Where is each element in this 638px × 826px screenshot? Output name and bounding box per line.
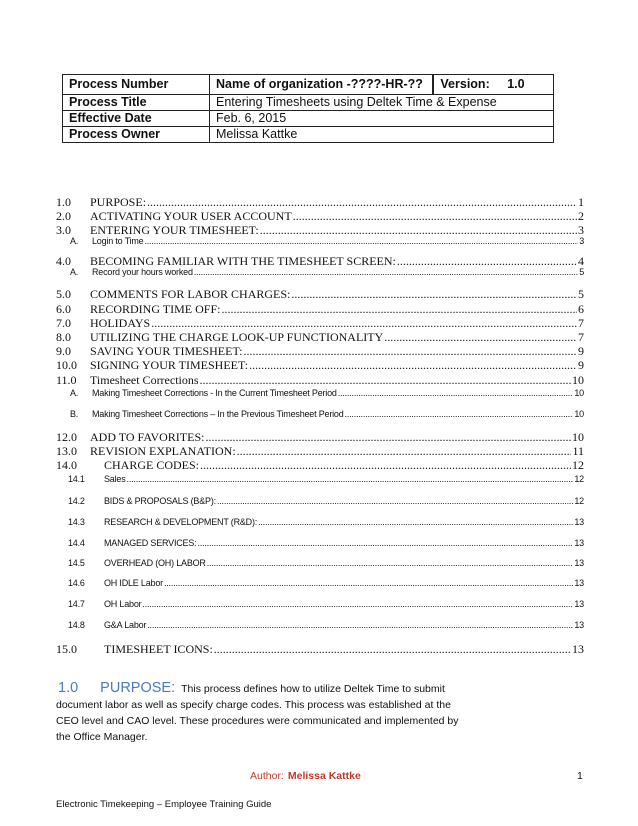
toc-entry[interactable] [56, 344, 584, 359]
toc-entry-page: 10 [572, 430, 584, 444]
toc-entry-number: 10.0 [56, 358, 77, 372]
toc-leader-dots [164, 578, 573, 588]
toc-entry-title: Login to Time [92, 236, 144, 246]
toc-leader-dots [205, 430, 571, 445]
toc-entry-page: 2 [578, 209, 584, 223]
process-info-table [62, 74, 554, 143]
toc-entry-number: 5.0 [56, 287, 71, 301]
toc-entry-number: 14.2 [68, 496, 85, 506]
version-label: Version: [432, 75, 489, 94]
toc-entry-title: ADD TO FAVORITES: [90, 430, 205, 444]
toc-entry-number: A. [70, 236, 79, 246]
toc-entry[interactable] [56, 267, 584, 277]
purpose-heading-title: PURPOSE: [100, 680, 176, 696]
toc-entry-title: COMMENTS FOR LABOR CHARGES: [90, 287, 291, 301]
toc-leader-dots [221, 302, 577, 317]
toc-entry[interactable] [56, 430, 584, 445]
toc-entry-title: OH Labor [104, 599, 142, 609]
toc-entry[interactable] [56, 330, 584, 345]
toc-entry-number: B. [70, 409, 79, 419]
toc-entry-number: 14.1 [68, 474, 85, 484]
toc-entry-page: 10 [574, 409, 584, 419]
toc-entry-page: 11 [572, 444, 584, 458]
toc-entry-title: RESEARCH & DEVELOPMENT (R&D): [104, 517, 258, 527]
toc-entry[interactable] [56, 444, 584, 459]
toc-entry-page: 10 [572, 373, 584, 387]
toc-entry[interactable] [56, 302, 584, 317]
toc-entry-page: 13 [574, 558, 584, 568]
toc-entry-number: 12.0 [56, 430, 77, 444]
toc-entry-number: A. [70, 388, 79, 398]
toc-entry-title: REVISION EXPLANATION: [90, 444, 236, 458]
toc-leader-dots [200, 373, 571, 388]
toc-entry-title: BECOMING FAMILIAR WITH THE TIMESHEET SCREEN: [90, 254, 396, 268]
toc-entry-title: PURPOSE: [90, 195, 147, 209]
organization-version-cell [210, 75, 554, 95]
toc-entry-page: 13 [574, 517, 584, 527]
effective-date-label: Effective Date [63, 111, 210, 127]
toc-entry-number: A. [70, 267, 79, 277]
toc-entry-number: 14.5 [68, 558, 85, 568]
toc-entry[interactable] [56, 558, 584, 568]
purpose-section [56, 680, 496, 745]
process-title-label: Process Title [63, 95, 210, 111]
toc-entry[interactable] [56, 496, 584, 506]
toc-entry-number: 11.0 [56, 373, 77, 387]
process-number-row [63, 75, 554, 95]
toc-leader-dots [237, 444, 572, 459]
toc-entry-title: ENTERING YOUR TIMESHEET: [90, 223, 259, 237]
toc-entry[interactable] [56, 316, 584, 331]
process-title-value: Entering Timesheets using Deltek Time & Expense [210, 95, 554, 111]
effective-date-value: Feb. 6, 2015 [210, 111, 554, 127]
toc-entry-title: OH IDLE Labor [104, 578, 163, 588]
author-line [250, 770, 361, 782]
toc-entry[interactable] [56, 409, 584, 419]
toc-entry[interactable] [56, 620, 584, 630]
author-name: Melissa Kattke [287, 770, 361, 782]
purpose-line-1 [56, 680, 496, 697]
toc-entry[interactable] [56, 642, 584, 657]
toc-entry[interactable] [56, 209, 584, 224]
toc-entry-title: Making Timesheet Corrections – In the Previous Timesheet Period [92, 409, 344, 419]
toc-entry-number: 3.0 [56, 223, 71, 237]
toc-leader-dots [144, 236, 578, 246]
toc-entry-title: Timesheet Corrections [90, 373, 199, 387]
toc-entry-page: 10 [574, 388, 584, 398]
toc-entry-number: 14.0 [56, 458, 77, 472]
process-title-row [63, 95, 554, 111]
toc-entry-page: 13 [572, 642, 584, 656]
toc-entry-page: 6 [578, 302, 584, 316]
toc-entry[interactable] [56, 578, 584, 588]
purpose-text-4: the Office Manager. [56, 731, 148, 743]
toc-leader-dots [258, 517, 573, 527]
toc-entry-number: 8.0 [56, 330, 71, 344]
process-number-label: Process Number [63, 75, 210, 95]
process-owner-row [63, 127, 554, 143]
toc-entry-page: 9 [578, 358, 584, 372]
toc-entry[interactable] [56, 236, 584, 246]
process-owner-label: Process Owner [63, 127, 210, 143]
toc-entry-page: 7 [578, 316, 584, 330]
toc-entry-page: 13 [574, 578, 584, 588]
purpose-text-3: CEO level and CAO level. These procedures were communicated and implemented by [56, 715, 459, 727]
toc-entry[interactable] [56, 287, 584, 302]
toc-entry-number: 13.0 [56, 444, 77, 458]
toc-leader-dots [147, 620, 573, 630]
toc-leader-dots [249, 358, 577, 373]
toc-leader-dots [291, 287, 577, 302]
footer-guide-title: Electronic Timekeeping – Employee Training Guide [56, 799, 272, 810]
toc-leader-dots [244, 344, 577, 359]
toc-entry[interactable] [56, 538, 584, 548]
toc-entry-number: 14.8 [68, 620, 85, 630]
toc-entry[interactable] [56, 458, 584, 473]
toc-entry-page: 9 [578, 344, 584, 358]
toc-entry-page: 13 [574, 538, 584, 548]
toc-entry-title: BIDS & PROPOSALS (B&P): [104, 496, 216, 506]
toc-entry[interactable] [56, 388, 584, 398]
toc-entry-title: CHARGE CODES: [104, 458, 200, 472]
toc-entry-number: 1.0 [56, 195, 71, 209]
toc-entry-title: Making Timesheet Corrections - In the Current Timesheet Period [92, 388, 337, 398]
toc-entry-number: 14.4 [68, 538, 85, 548]
toc-entry-title: MANAGED SERVICES: [104, 538, 197, 548]
toc-entry-title: HOLIDAYS [90, 316, 151, 330]
toc-leader-dots [194, 267, 578, 277]
toc-entry-title: RECORDING TIME OFF: [90, 302, 221, 316]
toc-entry-number: 14.6 [68, 578, 85, 588]
toc-entry-number: 6.0 [56, 302, 71, 316]
toc-entry-page: 5 [578, 287, 584, 301]
purpose-text-1: This process defines how to utilize Deltek Time to submit [181, 683, 445, 695]
toc-entry-title: ACTIVATING YOUR USER ACCOUNT [90, 209, 292, 223]
version-value: 1.0 [507, 77, 525, 91]
purpose-text-2: document labor as well as specify charge codes. This process was established at the [56, 699, 451, 711]
toc-leader-dots [384, 330, 577, 345]
toc-entry-title: G&A Labor [104, 620, 147, 630]
toc-entry[interactable] [56, 195, 584, 210]
toc-entry-title: SIGNING YOUR TIMESHEET: [90, 358, 249, 372]
toc-entry-page: 12 [572, 458, 584, 472]
effective-date-row [63, 111, 554, 127]
toc-entry-title: UTILIZING THE CHARGE LOOK-UP FUNCTIONALITY [90, 330, 384, 344]
toc-leader-dots [214, 642, 571, 657]
toc-entry-number: 14.3 [68, 517, 85, 527]
toc-entry-title: OVERHEAD (OH) LABOR [104, 558, 206, 568]
toc-leader-dots [197, 538, 573, 548]
toc-entry-page: 4 [578, 254, 584, 268]
organization-name: Name of organization -????-HR-?? [216, 77, 423, 91]
toc-entry-number: 15.0 [56, 642, 77, 656]
toc-entry[interactable] [56, 373, 584, 388]
toc-entry-page: 12 [574, 474, 584, 484]
author-label: Author: [250, 770, 284, 782]
purpose-heading-number: 1.0 [58, 680, 79, 696]
toc-entry[interactable] [56, 599, 584, 609]
toc-entry-number: 2.0 [56, 209, 71, 223]
toc-entry-number: 14.7 [68, 599, 85, 609]
toc-entry-number: 4.0 [56, 254, 71, 268]
toc-entry-page: 13 [574, 620, 584, 630]
process-owner-value: Melissa Kattke [210, 127, 554, 143]
toc-entry[interactable] [56, 517, 584, 527]
toc-entry-title: TIMESHEET ICONS: [104, 642, 213, 656]
toc-leader-dots [338, 388, 574, 398]
toc-entry[interactable] [56, 358, 584, 373]
toc-entry-page: 3 [578, 223, 584, 237]
toc-entry-title: Sales [104, 474, 126, 484]
toc-leader-dots [345, 409, 574, 419]
toc-entry-page: 13 [574, 599, 584, 609]
page-number: 1 [577, 770, 583, 782]
toc-entry-number: 9.0 [56, 344, 71, 358]
toc-leader-dots [217, 496, 573, 506]
toc-entry-page: 5 [579, 267, 584, 277]
toc-entry-number: 7.0 [56, 316, 71, 330]
toc-leader-dots [142, 599, 573, 609]
toc-leader-dots [147, 195, 577, 210]
toc-entry-page: 7 [578, 330, 584, 344]
toc-entry-page: 3 [579, 236, 584, 246]
toc-leader-dots [127, 474, 574, 484]
toc-entry-page: 12 [574, 496, 584, 506]
toc-entry-title: Record your hours worked [92, 267, 193, 277]
toc-leader-dots [207, 558, 574, 568]
toc-leader-dots [151, 316, 577, 331]
toc-entry[interactable] [56, 474, 584, 484]
toc-leader-dots [293, 209, 577, 224]
toc-entry-title: SAVING YOUR TIMESHEET: [90, 344, 243, 358]
toc-entry-page: 1 [578, 195, 584, 209]
toc-leader-dots [200, 458, 571, 473]
